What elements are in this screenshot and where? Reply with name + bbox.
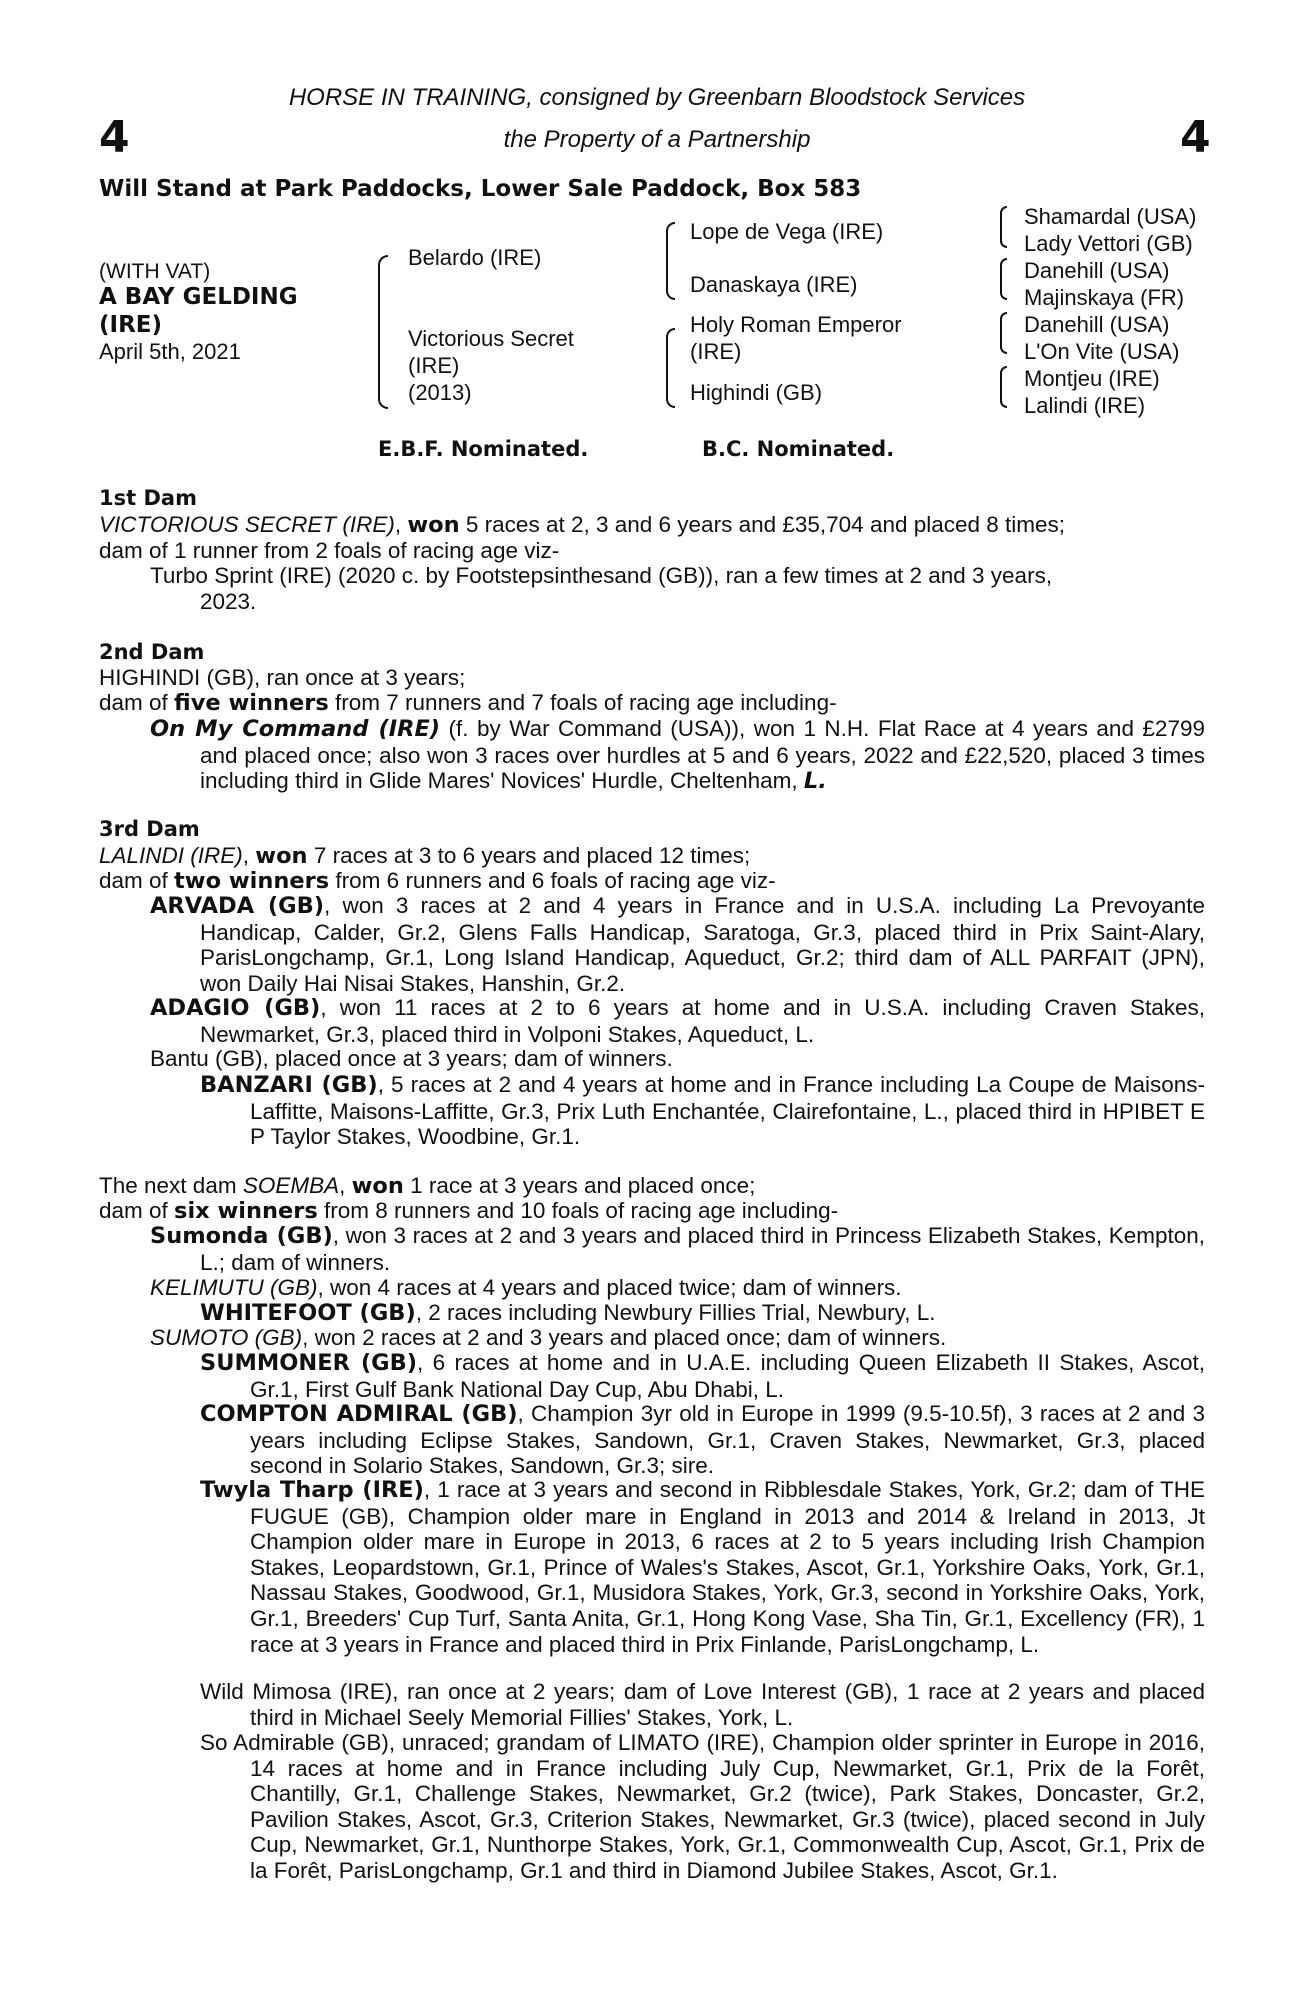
second-dam-line2 <box>99 690 837 717</box>
g-bracket-4 <box>1000 366 1007 408</box>
next-dam-line1 <box>99 1173 755 1200</box>
third-dam-name: LALINDI (IRE) <box>99 843 243 868</box>
produce-sumoto <box>150 1325 946 1351</box>
horse-name: ARVADA (GB) <box>150 893 325 919</box>
text-span: from 6 runners and 6 foals of racing age viz- <box>329 868 776 893</box>
produce-so-admirable: So Admirable (GB), unraced; grandam of LIMATO (IRE), Champion older sprinter in Europe in 2016, 14 races at home and in France including July Cup, Newmarket, Gr.1, Prix de la Forêt, Chantilly, Gr.1, Challenge Stakes, Newmarket, Gr.2 (twice), Park Stakes, Doncaster, Gr.2, Pavilion Stakes, Ascot, Gr.3, Criterion Stakes, Newmarket, Gr.3 (twice), placed second in July Cup, Newmarket, Gr.1, Nunthorpe Stakes, York, Gr.1, Commonwealth Cup, Ascot, Gr.1, Prix de la Forêt, ParisLongchamp, Gr.1 and third in Diamond Jubilee Stakes, Ascot, Gr.1. <box>200 1730 1205 1883</box>
next-dam-line2 <box>99 1198 838 1225</box>
produce-banzari <box>200 1072 1205 1150</box>
produce-text: , won 11 races at 2 to 6 years at home and in U.S.A. including Craven Stakes, Newmarket, Gr.3, placed third in Volponi Stakes, Aqueduct, L. <box>200 995 1205 1047</box>
third-dam-heading: 3rd Dam <box>99 817 200 841</box>
third-dam-line2 <box>99 868 776 895</box>
third-dam-line1: LALINDI (IRE), won 7 races at 3 to 6 years and placed 12 times; <box>99 843 751 869</box>
produce-wild-mimosa: Wild Mimosa (IRE), ran once at 2 years; dam of Love Interest (GB), 1 race at 2 years and placed third in Michael Seely Memorial Fillies' Stakes, York, L. <box>200 1679 1205 1730</box>
pedigree-bracket <box>378 255 388 409</box>
foaling-date: April 5th, 2021 <box>99 339 241 364</box>
first-dam-text: 5 races at 2, 3 and 6 years and £35,704 and placed 8 times; <box>459 512 1066 537</box>
produce-text: , 6 races at home and in U.A.E. including Queen Elizabeth II Stakes, Ascot, Gr.1, First Gulf Bank National Day Cup, Abu Dhabi, L. <box>250 1350 1205 1402</box>
dam-country: (IRE) <box>408 353 460 378</box>
dam-year: (2013) <box>408 380 472 405</box>
first-dam-line1: VICTORIOUS SECRET (IRE), won 5 races at 2, 3 and 6 years and £35,704 and placed 8 times; <box>99 512 1066 538</box>
text-span: The next dam <box>99 1173 243 1198</box>
vat-note: (WITH VAT) <box>99 260 211 283</box>
g-bracket-3 <box>1000 312 1007 354</box>
first-dam-name: VICTORIOUS SECRET (IRE) <box>99 512 395 537</box>
produce-text: , won 3 races at 2 and 3 years and placed third in Princess Elizabeth Stakes, Kempton, L.; dam of winners. <box>200 1223 1206 1275</box>
next-dam-name: SOEMBA <box>242 1173 340 1198</box>
second-dam-line1: HIGHINDI (GB), ran once at 3 years; <box>99 665 466 690</box>
dam-bracket <box>666 328 675 408</box>
sire-dam: Danaskaya (IRE) <box>690 272 858 297</box>
g-bracket-2 <box>1000 258 1007 300</box>
first-dam-foal: Turbo Sprint (IRE) (2020 c. by Footstepsinthesand (GB)), ran a few times at 2 and 3 years, <box>150 563 1053 588</box>
bc-nomination: B.C. Nominated. <box>702 437 895 461</box>
first-dam-line2: dam of 1 runner from 2 foals of racing age viz- <box>99 538 560 563</box>
next-dam-won: won <box>351 1173 404 1199</box>
produce-sumonda <box>150 1223 1205 1275</box>
produce-bantu: Bantu (GB), placed once at 3 years; dam of winners. <box>150 1046 673 1071</box>
horse-name: On My Command (IRE) <box>150 716 441 742</box>
granddam-3: L'On Vite (USA) <box>1024 339 1180 364</box>
dam-dam: Highindi (GB) <box>690 380 823 405</box>
text-span: from 7 runners and 7 foals of racing age including- <box>328 690 837 715</box>
catalogue-header: HORSE IN TRAINING, consigned by Greenbarn Bloodstock Services <box>288 84 1026 111</box>
produce-kelimutu <box>150 1275 902 1301</box>
horse-name: SUMMONER (GB) <box>200 1350 418 1376</box>
grandsire-4: Montjeu (IRE) <box>1024 366 1160 391</box>
produce-whitefoot <box>200 1300 936 1327</box>
horse-name: SUMOTO (GB) <box>150 1325 303 1350</box>
produce-adagio <box>150 995 1205 1047</box>
granddam-4: Lalindi (IRE) <box>1024 393 1146 418</box>
horse-name: COMPTON ADMIRAL (GB) <box>200 1401 518 1427</box>
produce-arvada <box>150 893 1205 996</box>
first-dam-heading: 1st Dam <box>99 486 197 510</box>
lot-number-right: 4 <box>1180 112 1211 163</box>
winners-count: five winners <box>174 690 329 716</box>
lot-title-country: (IRE) <box>99 312 163 338</box>
horse-name: ADAGIO (GB) <box>150 995 321 1021</box>
text-span: dam of <box>99 690 175 715</box>
winners-count: two winners <box>174 868 330 894</box>
produce-on-my-command <box>150 716 1205 795</box>
granddam-1: Lady Vettori (GB) <box>1024 231 1193 256</box>
dam: Victorious Secret <box>408 326 574 351</box>
dam-sire-country: (IRE) <box>690 339 742 364</box>
produce-text: , won 3 races at 2 and 4 years in France and in U.S.A. including La Prevoyante Handicap, Calder, Gr.2, Glens Falls Handicap, Saratoga, Gr.3, placed third in Prix Saint-Alary, ParisLongchamp, Gr.1, Long Island Handicap, Aqueduct, Gr.2; third dam of ALL PARFAIT (JPN), won Daily Hai Nisai Stakes, Hanshin, Gr.2. <box>200 893 1205 996</box>
g-bracket-1 <box>1000 206 1007 248</box>
produce-summoner <box>200 1350 1205 1402</box>
vendor-line: the Property of a Partnership <box>503 126 811 153</box>
ebf-nomination: E.B.F. Nominated. <box>378 437 589 461</box>
horse-name: BANZARI (GB) <box>200 1072 378 1098</box>
grandsire-3: Danehill (USA) <box>1024 312 1170 337</box>
stabling-location: Will Stand at Park Paddocks, Lower Sale Paddock, Box 583 <box>99 176 862 202</box>
granddam-2: Majinskaya (FR) <box>1024 285 1185 310</box>
produce-text: , 1 race at 3 years and second in Ribblesdale Stakes, York, Gr.2; dam of THE FUGUE (GB), Champion older mare in England in 2013 and 2014 & Ireland in 2013, Jt Champion older mare in Europe in 2013, 6 races at 2 to 5 years including Irish Champion Stakes, Leopardstown, Gr.1, Prince of Wales's Stakes, Ascot, Gr.1, Yorkshire Oaks, York, Gr.1, Nassau Stakes, Goodwood, Gr.1, Musidora Stakes, York, Gr.3, second in Yorkshire Oaks, York, Gr.1, Breeders' Cup Turf, Santa Anita, Gr.1, Hong Kong Vase, Sha Tin, Gr.1, Excellency (FR), 1 race at 3 years in France and placed third in Prix Finlande, ParisLongchamp, L. <box>250 1477 1205 1657</box>
horse-name: KELIMUTU (GB) <box>150 1275 318 1300</box>
produce-text: , Champion 3yr old in Europe in 1999 (9.5-10.5f), 3 races at 2 and 3 years including Eclipse Stakes, Sandown, Gr.1, Craven Stakes, Newmarket, Gr.3, placed second in Solario Stakes, Sandown, Gr.3; sire. <box>250 1401 1205 1479</box>
first-dam-won: won <box>407 512 460 538</box>
produce-twyla-tharp <box>200 1477 1205 1657</box>
sire-bracket <box>666 222 675 300</box>
horse-name: WHITEFOOT (GB) <box>200 1300 416 1326</box>
first-dam-foal-cont: 2023. <box>200 589 257 614</box>
listed-mark: L. <box>803 768 827 795</box>
lot-title: A BAY GELDING <box>99 284 298 310</box>
horse-name: Twyla Tharp (IRE) <box>200 1477 424 1503</box>
third-dam-text: 7 races at 3 to 6 years and placed 12 times; <box>307 843 751 868</box>
third-dam-won: won <box>255 843 308 869</box>
winners-count: six winners <box>174 1198 318 1224</box>
sire-sire: Lope de Vega (IRE) <box>690 219 884 244</box>
produce-text: , won 2 races at 2 and 3 years and placed once; dam of winners. <box>302 1325 947 1350</box>
text-span: dam of <box>99 1198 175 1223</box>
text-span: 1 race at 3 years and placed once; <box>403 1173 756 1198</box>
grandsire-1: Shamardal (USA) <box>1024 204 1197 229</box>
produce-text: , 2 races including Newbury Fillies Trial, Newbury, L. <box>415 1300 936 1325</box>
text-span: , <box>339 1173 352 1198</box>
horse-name: Sumonda (GB) <box>150 1223 333 1249</box>
produce-text: , won 4 races at 4 years and placed twice; dam of winners. <box>317 1275 902 1300</box>
text-span: from 8 runners and 10 foals of racing age including- <box>317 1198 839 1223</box>
lot-number-left: 4 <box>99 112 130 163</box>
dam-sire: Holy Roman Emperor <box>690 312 902 337</box>
produce-text: , 5 races at 2 and 4 years at home and in France including La Coupe de Maisons-Laffitte, Maisons-Laffitte, Gr.3, Prix Luth Enchantée, Clairefontaine, L., placed third in HPIBET E P Taylor Stakes, Woodbine, Gr.1. <box>250 1072 1205 1150</box>
sire: Belardo (IRE) <box>408 245 542 270</box>
grandsire-2: Danehill (USA) <box>1024 258 1170 283</box>
second-dam-heading: 2nd Dam <box>99 640 205 664</box>
text-span: dam of <box>99 868 175 893</box>
produce-compton-admiral <box>200 1401 1205 1479</box>
produce-text: (f. by War Command (USA)), won 1 N.H. Flat Race at 4 years and £2799 and placed once; also won 3 races over hurdles at 5 and 6 years, 2022 and £22,520, placed 3 times including third in Glide Mares' Novices' Hurdle, Cheltenham, <box>200 716 1205 794</box>
